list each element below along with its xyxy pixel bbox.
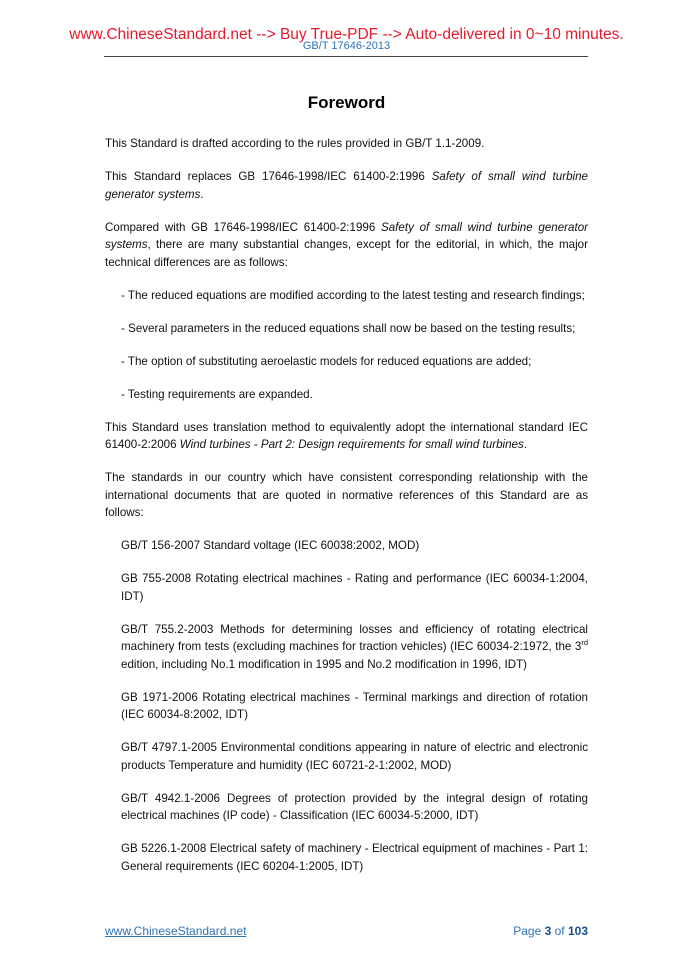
- bullet-item: - The reduced equations are modified according to the latest testing and research findings;: [121, 288, 585, 302]
- text-run: , there are many substantial changes, except for the editorial, in which, the major technical differences are as follows:: [105, 238, 588, 269]
- paragraph-drafting: This Standard is drafted according to the rules provided in GB/T 1.1-2009.: [105, 137, 485, 150]
- bullet-item: - The option of substituting aeroelastic models for reduced equations are added;: [121, 354, 532, 368]
- paragraph-references-intro: The standards in our country which have consistent corresponding relationship with the international documents that are quoted in normative references of this Standard are as follows:: [105, 471, 588, 519]
- reference-item: GB/T 4942.1-2006 Degrees of protection provided by the integral design of rotating electrical machines (IP code) - Classification (IEC 60034-5:2000, IDT): [121, 791, 588, 822]
- text-run: This Standard uses translation method to equivalently adopt the international standard IEC 61400-2:2006: [105, 420, 588, 451]
- page-of: of: [551, 924, 568, 938]
- italic-title: Safety of small wind turbine generator systems: [105, 170, 589, 201]
- reference-item: GB/T 4797.1-2005 Environmental conditions appearing in nature of electric and electronic products Temperature and humidity (IEC 60721-2-1:2002, MOD): [121, 741, 588, 772]
- text-run: .: [523, 438, 528, 451]
- paragraph-replaces: [105, 168, 588, 203]
- bullet-item: - Several parameters in the reduced equations shall now be based on the testing results;: [121, 321, 576, 335]
- text-run: Compared with GB 17646-1998/IEC 61400-2:1996: [105, 220, 381, 234]
- reference-item: GB/T 156-2007 Standard voltage (IEC 60038:2002, MOD): [121, 539, 420, 552]
- reference-item: GB 5226.1-2008 Electrical safety of machinery - Electrical equipment of machines - Part 1: General requirements (IEC 60204-1:2005, IDT): [121, 842, 588, 873]
- text-run: edition, including No.1 modification in 1995 and No.2 modification in 1996, IDT): [121, 657, 528, 671]
- superscript: rd: [581, 638, 588, 648]
- text-run: This Standard replaces GB 17646-1998/IEC 61400-2:1996: [105, 170, 432, 183]
- header-standard-code: GB/T 17646-2013: [302, 40, 391, 52]
- page-title: Foreword: [307, 93, 386, 112]
- page-number: [513, 924, 588, 938]
- footer-website-link[interactable]: www.ChineseStandard.net: [105, 924, 247, 938]
- text-run: .: [200, 187, 204, 201]
- reference-item: [121, 621, 588, 674]
- page-label: Page: [513, 924, 545, 938]
- promo-banner[interactable]: www.ChineseStandard.net --> Buy True-PDF --> Auto-delivered in 0~10 minutes.: [69, 26, 624, 43]
- reference-item: GB 1971-2006 Rotating electrical machines - Terminal markings and direction of rotation (IEC 60034-8:2002, IDT): [121, 690, 588, 721]
- page-current: 3: [544, 924, 552, 938]
- header-divider: [104, 56, 588, 57]
- reference-item: GB 755-2008 Rotating electrical machines - Rating and performance (IEC 60034-1:2004, IDT): [121, 572, 588, 603]
- text-run: GB/T 755.2-2003 Methods for determining losses and efficiency of rotating electrical machinery from tests (excluding machines for traction vehicles) (IEC 60034-2:1972, the 3: [121, 622, 588, 653]
- bullet-item: - Testing requirements are expanded.: [121, 387, 313, 401]
- document-body: [105, 135, 588, 891]
- italic-title: Safety of small wind turbine generator systems: [105, 220, 589, 251]
- italic-title: Wind turbines - Part 2: Design requirements for small wind turbines: [179, 438, 524, 451]
- paragraph-adoption: [105, 419, 588, 454]
- paragraph-changes: [105, 219, 588, 272]
- page-total: 103: [567, 924, 588, 938]
